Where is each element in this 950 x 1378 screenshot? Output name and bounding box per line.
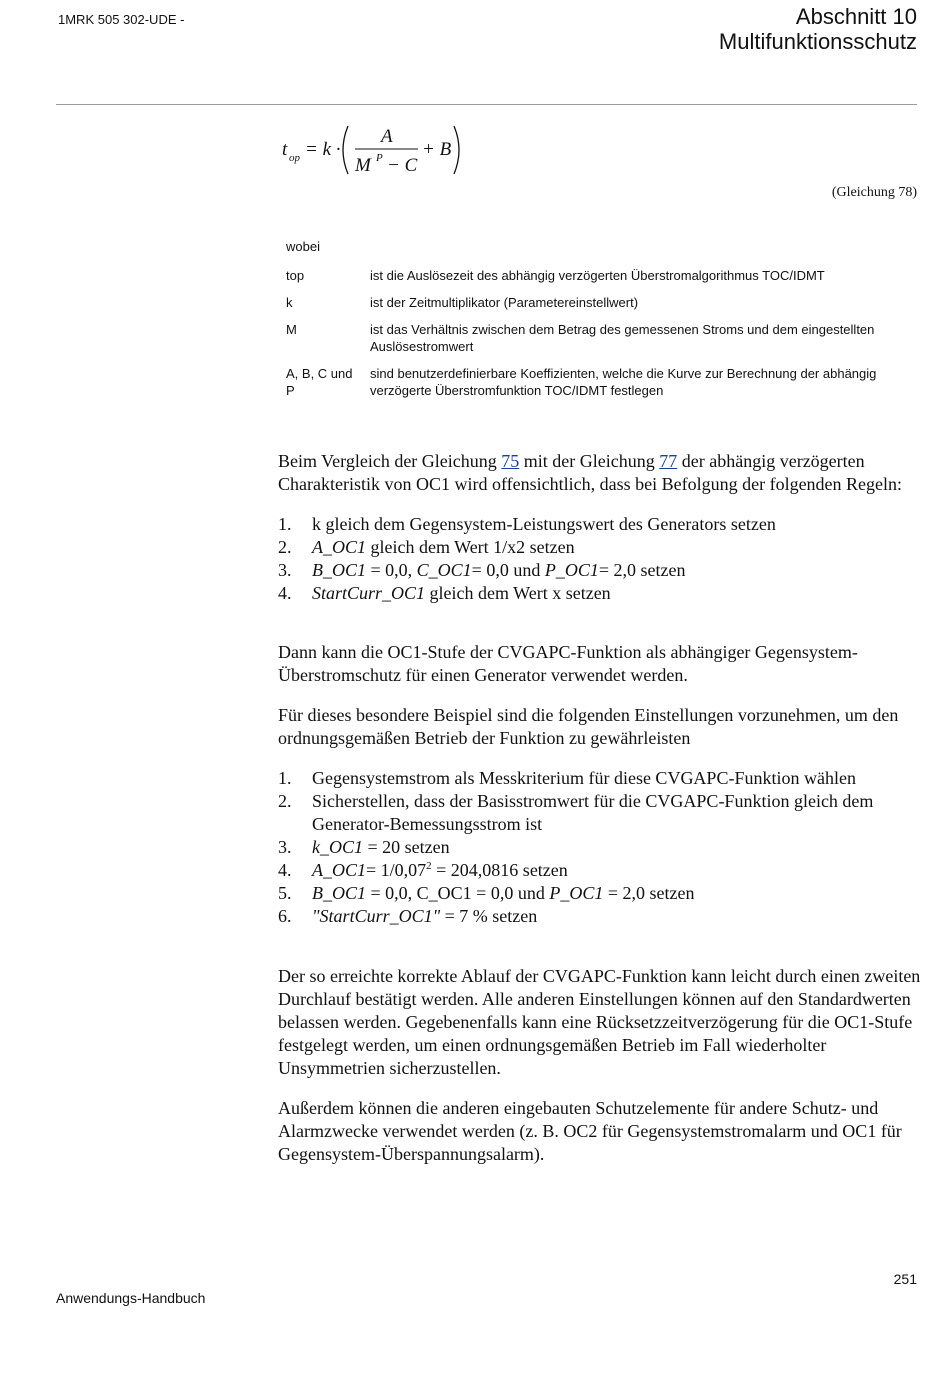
- paragraph-text: Beim Vergleich der Gleichung: [278, 451, 502, 471]
- paragraph-other-elements: Außerdem können die anderen eingebauten Schutzelemente für andere Schutz- und Alarmzwecke verwendet werden (z. B. OC2 für Gegensystemstromalarm und OC1 für Gegensystem-Überspannungsalarm).: [278, 1098, 902, 1164]
- paragraph-comparison: [278, 450, 923, 496]
- formula-lhs-sub: op: [289, 152, 300, 164]
- list-item-text: [312, 882, 923, 905]
- list-item-text: [312, 767, 923, 790]
- settings-list: [278, 767, 923, 928]
- paragraph-result: Dann kann die OC1-Stufe der CVGAPC-Funktion als abhängiger Gegensystem-Überstromschutz für einen Generator verwendet werden.: [278, 642, 858, 685]
- parameter-name: StartCurr_OC1: [312, 583, 426, 603]
- document-id: 1MRK 505 302-UDE -: [58, 12, 185, 27]
- list-text-part: gleich dem Wert 1/x2 setzen: [366, 537, 575, 557]
- equation-label: (Gleichung 78): [831, 185, 917, 200]
- list-text-part: = 0,0 und: [471, 560, 545, 580]
- list-item: [278, 536, 923, 559]
- list-item-number: 3.: [278, 560, 292, 580]
- section-number: Abschnitt 10: [795, 4, 917, 29]
- definition-term: k: [286, 295, 293, 310]
- list-item: [278, 559, 923, 582]
- list-text-part: k gleich dem Gegensystem-Leistungswert des Generators setzen: [312, 514, 776, 534]
- list-item-number: 1.: [278, 768, 292, 788]
- definition-row: [286, 321, 918, 355]
- list-item-number: 4.: [278, 860, 292, 880]
- list-text-part: = 7 % setzen: [440, 906, 538, 926]
- definitions-intro: wobei: [286, 239, 320, 254]
- list-item-text: [312, 859, 923, 882]
- list-item-text: [312, 513, 923, 536]
- parameter-name: B_OC1: [312, 883, 366, 903]
- list-text-part: gleich dem Wert x setzen: [425, 583, 611, 603]
- list-item: [278, 882, 923, 905]
- list-item-number: 3.: [278, 837, 292, 857]
- formula-equals-k: = k ·: [305, 139, 341, 160]
- formula-den-p: P: [376, 152, 383, 164]
- list-item: [278, 767, 923, 790]
- list-text-part: = 0,0, C_OC1 = 0,0 und: [366, 883, 550, 903]
- definition-row: [286, 294, 918, 311]
- equation-78: [280, 120, 480, 182]
- section-title: Multifunktionsschutz: [718, 29, 917, 54]
- list-text-part: = 2,0 setzen: [598, 560, 686, 580]
- list-text-part: = 2,0 setzen: [603, 883, 695, 903]
- list-item-number: 2.: [278, 791, 292, 811]
- list-text-part: = 204,0816 setzen: [431, 860, 568, 880]
- parameter-name: P_OC1: [544, 560, 599, 580]
- list-item-text: [312, 536, 923, 559]
- definition-text: sind benutzerdefinierbare Koeffizienten, welche die Kurve zur Berechnung der abhängig verzögerte Überstromfunktion TOC/IDMT festlegen: [370, 366, 877, 398]
- list-text-part: = 20 setzen: [363, 837, 450, 857]
- list-item-number: 6.: [278, 906, 292, 926]
- right-paren: [454, 126, 459, 174]
- parameter-name: P_OC1: [549, 883, 604, 903]
- list-item-number: 1.: [278, 514, 292, 534]
- formula-plus-b: + B: [422, 139, 452, 160]
- list-item-text: [312, 582, 923, 605]
- header-divider: [56, 104, 917, 105]
- paragraph-verification: Der so erreichte korrekte Ablauf der CVGAPC-Funktion kann leicht durch einen zweiten Durchlauf bestätigt werden. Alle anderen Einstellungen können auf den Standardwerten belassen werden. Gegebenenfalls kann eine Rücksetzzeitverzögerung für die OC1-Stufe festgelegt werden, um einen ordnungsgemäßen Betrieb im Fall wiederholter Unsymmetrien sicherzustellen.: [278, 966, 921, 1078]
- list-item-text: [312, 559, 923, 582]
- formula-numerator: A: [381, 126, 393, 147]
- definition-text: ist das Verhältnis zwischen dem Betrag des gemessenen Stroms und dem eingestellten Auslösestromwert: [370, 322, 875, 354]
- list-item: [278, 513, 923, 536]
- list-text-part: Sicherstellen, dass der Basisstromwert für die CVGAPC-Funktion gleich dem Generator-Bemessungsstrom ist: [312, 791, 874, 834]
- equation-75-link[interactable]: 75: [501, 451, 520, 471]
- definition-text: ist der Zeitmultiplikator (Parametereinstellwert): [370, 295, 639, 310]
- rules-list: [278, 513, 923, 605]
- parameter-name: "StartCurr_OC1": [312, 906, 441, 926]
- list-item: [278, 790, 923, 836]
- definition-term: A, B, C und P: [286, 366, 353, 398]
- definition-row: [286, 267, 918, 284]
- paragraph-text: mit der Gleichung: [519, 451, 660, 471]
- list-text-part: Gegensystemstrom als Messkriterium für diese CVGAPC-Funktion wählen: [312, 768, 856, 788]
- list-item: [278, 905, 923, 928]
- paragraph-text: der abhängig verzögerten Charakteristik von OC1 wird offensichtlich, dass bei Befolgung der folgenden Regeln:: [278, 451, 903, 494]
- paragraph-example-intro: Für dieses besondere Beispiel sind die folgenden Einstellungen vorzunehmen, um den ordnungsgemäßen Betrieb der Funktion zu gewährleisten: [278, 705, 899, 748]
- left-paren: [343, 126, 348, 174]
- list-item-number: 4.: [278, 583, 292, 603]
- list-text-part: = 0,0,: [366, 560, 417, 580]
- page-number: 251: [893, 1271, 917, 1287]
- parameter-name: C_OC1: [416, 560, 472, 580]
- list-item-number: 5.: [278, 883, 292, 903]
- parameter-name: k_OC1: [312, 837, 363, 857]
- equation-77-link[interactable]: 77: [659, 451, 678, 471]
- list-item-text: [312, 790, 923, 836]
- parameter-name: A_OC1: [312, 860, 366, 880]
- definition-text: ist die Auslösezeit des abhängig verzögerten Überstromalgorithmus TOC/IDMT: [370, 268, 825, 283]
- list-item-text: [312, 905, 923, 928]
- list-text-part: 2: [426, 860, 432, 872]
- definition-term: top: [286, 268, 305, 283]
- definition-row: [286, 365, 918, 399]
- list-item-number: 2.: [278, 537, 292, 557]
- variable-definitions: [286, 239, 918, 409]
- formula-lhs: t: [282, 139, 288, 160]
- manual-name: Anwendungs-Handbuch: [56, 1290, 206, 1306]
- definition-term: M: [286, 322, 297, 337]
- list-item: [278, 836, 923, 859]
- list-item: [278, 859, 923, 882]
- formula-den-c: − C: [387, 155, 418, 176]
- list-item-text: [312, 836, 923, 859]
- parameter-name: A_OC1: [312, 537, 366, 557]
- formula-den-m: M: [355, 155, 371, 176]
- body-content: [278, 450, 923, 1166]
- list-text-part: = 1/0,07: [366, 860, 427, 880]
- list-item: [278, 582, 923, 605]
- section-heading: [719, 4, 917, 54]
- parameter-name: B_OC1: [312, 560, 366, 580]
